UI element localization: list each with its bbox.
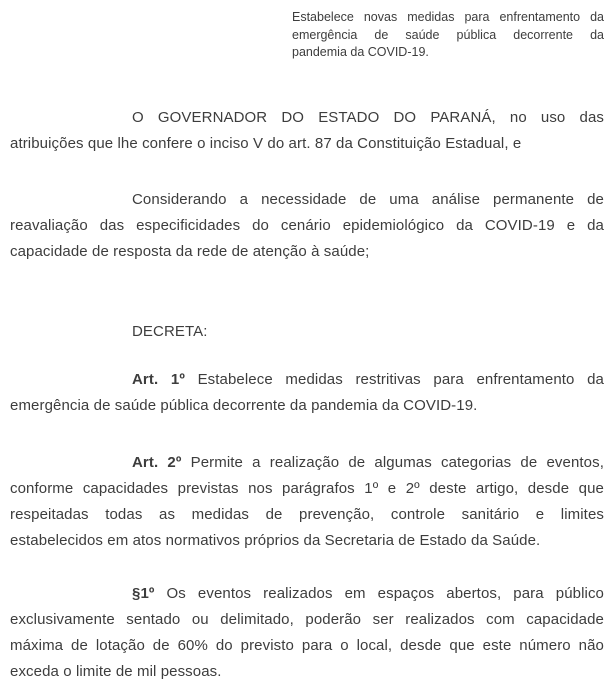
text-line: máxima de lotação de 60% do previsto para o local, desde que este número não [10, 637, 604, 654]
decreta-heading [10, 319, 604, 345]
text-line: emergência de saúde pública decorrente da [292, 27, 604, 42]
paragraph-1-text: Os eventos realizados em espaços abertos, para público [166, 585, 604, 602]
text-line: exceda o limite de mil pessoas. [10, 663, 222, 680]
text-line: Estabelece novas medidas para enfrentamento da [292, 10, 604, 24]
text-line [10, 450, 604, 476]
text-line: atribuições que lhe confere o inciso V do art. 87 da Constituição Estadual, e [10, 135, 522, 152]
ementa-headnote [292, 9, 604, 62]
article-1-number: Art. 1º [132, 371, 185, 388]
article-2-text: Permite a realização de algumas categorias de eventos, [190, 454, 604, 471]
article-2-paragraph [10, 450, 604, 554]
text-line [10, 367, 604, 393]
article-2-number: Art. 2º [132, 454, 182, 471]
text-line: exclusivamente sentado ou delimitado, poderão ser realizados com capacidade [10, 611, 604, 628]
text-line: Considerando a necessidade de uma análise permanente de [132, 191, 604, 208]
article-1-paragraph [10, 367, 604, 419]
text-line [10, 581, 604, 607]
text-line: DECRETA: [132, 323, 208, 340]
text-line: emergência de saúde pública decorrente da pandemia da COVID-19. [10, 397, 478, 414]
text-line: respeitadas todas as medidas de prevenção, controle sanitário e limites [10, 506, 604, 523]
text-line: reavaliação das especificidades do cenário epidemiológico da COVID-19 e da [10, 217, 604, 234]
paragraph-1-section [10, 581, 604, 680]
text-line: pandemia da COVID-19. [292, 45, 429, 59]
text-line: O GOVERNADOR DO ESTADO DO PARANÁ, no uso das [132, 109, 604, 126]
text-line: conforme capacidades previstas nos parágrafos 1º e 2º deste artigo, desde que [10, 480, 604, 497]
paragraph-1-number: §1º [132, 585, 155, 602]
article-1-text: Estabelece medidas restritivas para enfrentamento da [197, 371, 604, 388]
considerando-paragraph [10, 187, 604, 265]
preamble-paragraph [10, 105, 604, 157]
text-line: capacidade de resposta da rede de atenção à saúde; [10, 243, 370, 260]
text-line: estabelecidos em atos normativos próprios da Secretaria de Estado da Saúde. [10, 532, 541, 549]
